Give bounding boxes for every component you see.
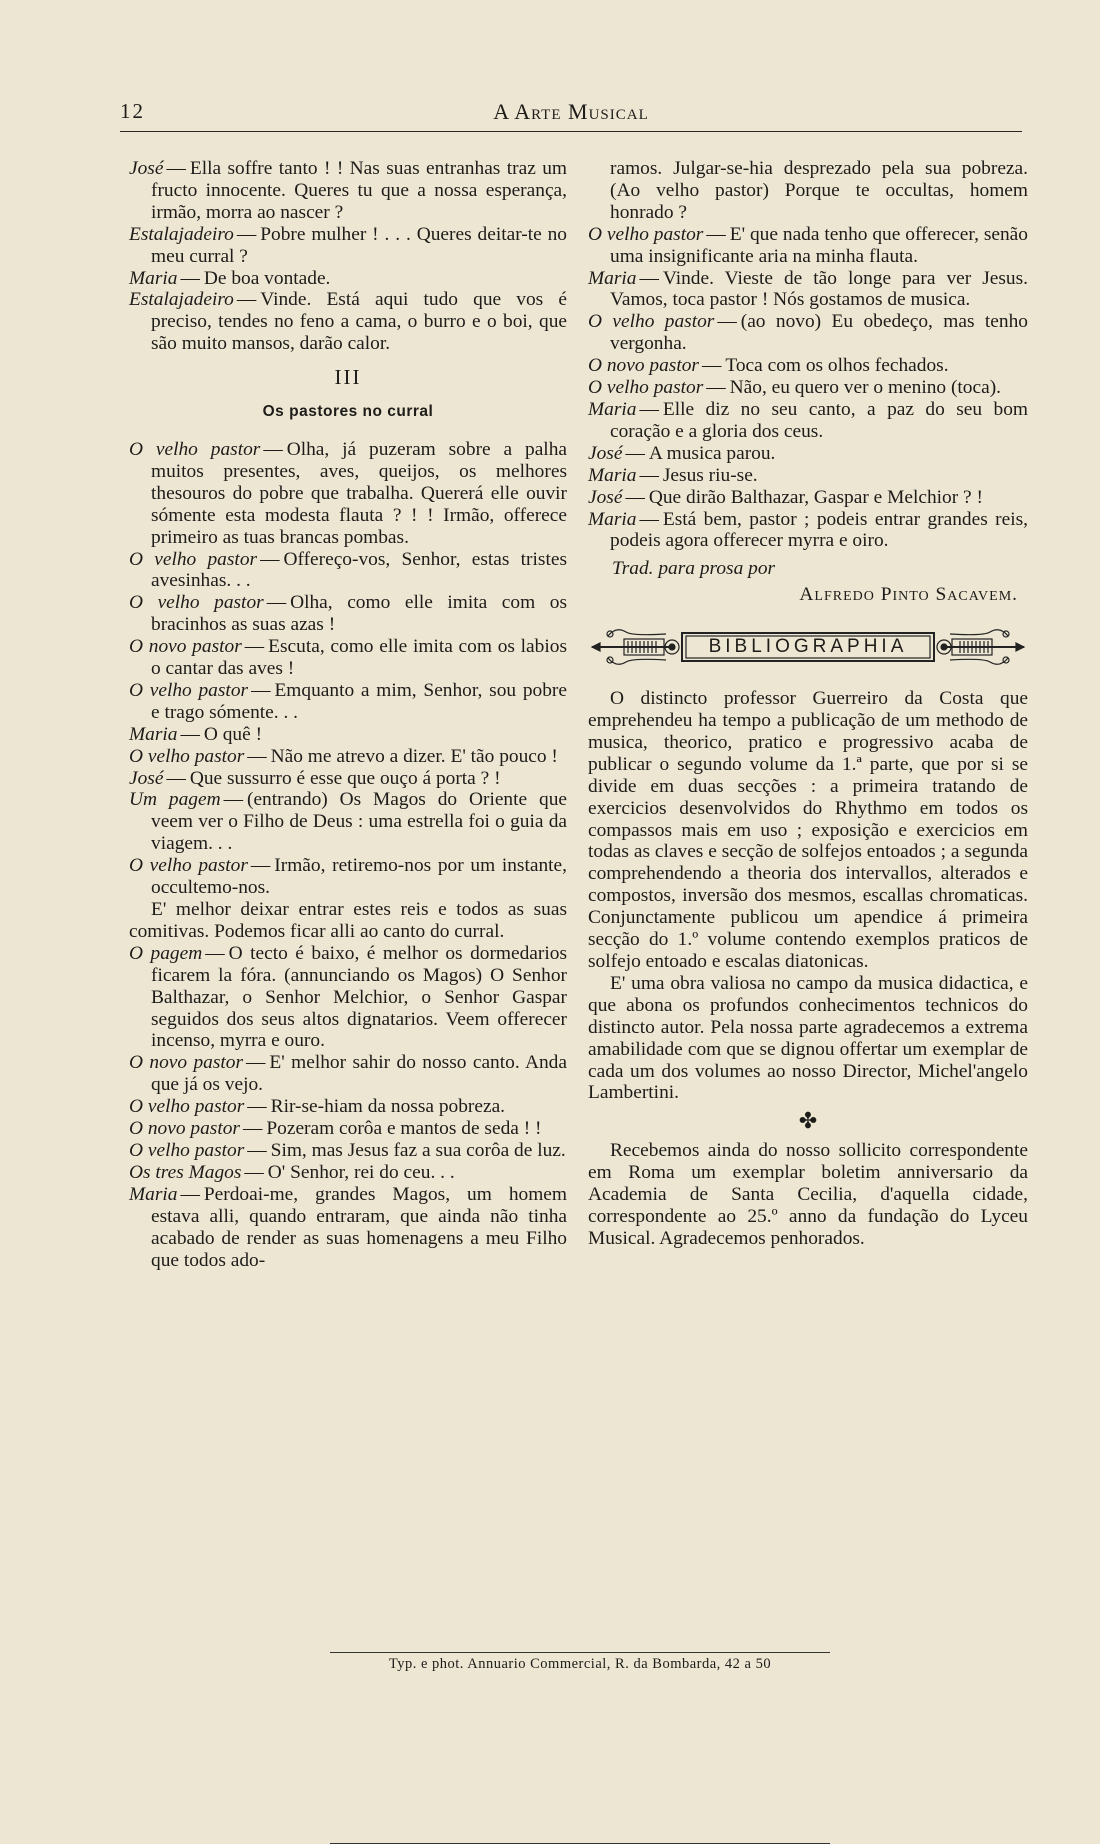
footer-rule-visible [330,1652,830,1653]
speech: E' que nada tenho que offerecer, senão uma insignificante aria na minha flauta. [610,223,1028,267]
speech: O' Senhor, rei do ceu. . . [267,1161,455,1183]
speaker: Maria [588,267,637,289]
speech: Vinde. Vieste de tão longe para ver Jesus. Vamos, toca pastor ! Nós gostamos de musica. [610,267,1028,311]
speaker: Maria [588,464,637,486]
speaker: Um pagem [129,789,221,811]
speech: De boa vontade. [203,267,331,289]
speech: Que dirão Balthazar, Gaspar e Melchior ? ! [648,486,983,508]
speech: Está bem, pastor ; podeis entrar grandes reis, podeis agora offerecer myrra e oiro. [610,508,1028,552]
dialogue-line: José — Que dirão Balthazar, Gaspar e Melchior ? ! [588,486,983,508]
speech: Pozeram corôa e mantos de seda ! ! [266,1118,542,1140]
speaker: Os tres Magos [129,1161,242,1183]
speaker: O velho pastor [129,592,264,614]
speech: Escuta, como elle imita com os labios o cantar das aves ! [151,636,567,680]
dialogue-line: O velho pastor — Olha, já puzeram sobre a palha muitos presentes, aves, queijos, os melhores thesouros do pobre que trabalha. Quererá elle ouvir sómente esta modesta flauta ? ! ! Irmão, offerece primeiro as tuas brancas pombas. [129,438,567,548]
speech: E' melhor sahir do nosso canto. Anda que já os vejo. [151,1052,567,1096]
speaker: O novo pastor [129,1118,240,1140]
dialogue-line: O novo pastor — Escuta, como elle imita com os labios o cantar das aves ! [129,636,567,680]
speaker: O velho pastor [129,1096,245,1118]
paragraph: E' uma obra valiosa no campo da musica didactica, e que abona os profundos conhecimentos technicos do distincto autor. Pela nossa parte agradecemos a extrema amabilidade com que se dignou offertar um exemplar de cada um dos volumes ao nosso Director, Michel'angelo Lambertini. [588,972,1028,1104]
dialogue-line: Estalajadeiro — Vinde. Está aqui tudo que vos é preciso, tendes no feno a cama, o burro e o boi, que são muito mansos, darão calor. [129,289,567,355]
dialogue-line: O novo pastor — Pozeram corôa e mantos de seda ! ! [129,1118,542,1140]
dialogue-line: Maria — Vinde. Vieste de tão longe para ver Jesus. Vamos, toca pastor ! Nós gostamos de musica. [588,267,1028,311]
speaker: O velho pastor [129,679,249,701]
speaker: O novo pastor [588,355,699,377]
dialogue-line: Maria — Elle diz no seu canto, a paz do seu bom coração e a gloria dos ceus. [588,398,1028,442]
right-column [588,158,1028,1250]
speech: Irmão, retiremo-nos por um instante, occultemo-nos. [151,855,567,899]
speaker: José [588,442,623,464]
dialogue-line: Um pagem — (entrando) Os Magos do Oriente que veem ver o Filho de Deus : uma estrella foi o guia da viagem. . . [129,789,567,855]
dialogue-line: O velho pastor — Offereço-vos, Senhor, estas tristes avesinhas. . . [129,548,567,592]
speech: Offereço-vos, Senhor, estas tristes avesinhas. . . [151,548,567,592]
speaker: Estalajadeiro [129,223,234,245]
dialogue-line: O velho pastor — Emquanto a mim, Senhor, sou pobre e trago sómente. . . [129,679,567,723]
dialogue-line: José — Ella soffre tanto ! ! Nas suas entranhas traz um fructo innocente. Queres tu que a nossa esperança, irmão, morra ao nascer ? [129,158,567,223]
paragraph: O distincto professor Guerreiro da Costa que emprehendeu ha tempo a publicação de um methodo de musica, theorico, pratico e progressivo acaba de publicar o segundo volume da 1.ª parte, que por si se divide em duas secções : a primeira tratando de exercicios desenvolvidos do Rhythmo em todos os compassos mais em uso ; exposição e exercicios em todas as claves e secção de solfejos entoados ; a segunda comprehendendo a theoria dos intervallos, alterados e compostos, inversão dos mesmos, escallas chromaticas. Conjunctamente publicou um apendice á primeira secção do 1.º volume contendo exemplos praticos de solfejo entoado e escalas diatonicas. [588,688,1028,972]
speech: Sim, mas Jesus faz a sua corôa de luz. [270,1139,566,1161]
running-header [120,95,1022,132]
speech: Emquanto a mim, Senhor, sou pobre e trago sómente. . . [151,679,567,723]
speech: Elle diz no seu canto, a paz do seu bom coração e a gloria dos ceus. [610,398,1028,442]
dialogue-line: O novo pastor — Toca com os olhos fechados. [588,355,949,377]
section-heading-bibliographia: BIBLIOGRAPHIA [708,636,908,658]
speech: Não, eu quero ver o menino (toca). [729,377,1002,399]
dialogue-line: O novo pastor — E' melhor sahir do nosso canto. Anda que já os vejo. [129,1052,567,1096]
dialogue-line: O velho pastor — Não, eu quero ver o menino (toca). [588,377,1002,399]
dialogue-line: Estalajadeiro — Pobre mulher ! . . . Queres deitar-te no meu curral ? [129,223,567,267]
speaker: José [129,158,164,179]
speaker: José [129,767,164,789]
dialogue-line: O pagem — O tecto é baixo, é melhor os dormedarios ficarem la fóra. (annunciando os Magos) O Senhor Balthazar, o Senhor Melchior, o Senhor Gaspar seguidos dos seus altos dignatarios. Veem offerecer incenso, myrra e ouro. [129,942,567,1052]
paragraph: Recebemos ainda do nosso sollicito correspondente em Roma um exemplar boletim anniversario da Academia de Santa Cecilia, d'aquella cidade, correspondente ao 25.º anno da fundação do Lyceu Musical. Agradecemos penhorados. [588,1140,1028,1249]
dialogue-line: O velho pastor — (ao novo) Eu obedeço, mas tenho vergonha. [588,311,1028,355]
bibliographia-banner [588,622,1028,672]
dialogue-line: Maria — Perdoai-me, grandes Magos, um homem estava alli, quando entraram, que ainda não tinha acabado de render as suas homenagens a meu Filho que todos ado- [129,1183,567,1271]
page-number: 12 [120,99,145,123]
speech: Que sussurro é esse que ouço á porta ? ! [189,767,501,789]
speaker: Maria [588,508,637,530]
speech: Jesus riu-se. [662,464,758,486]
speaker: O velho pastor [588,223,704,245]
speech: O quê ! [203,723,263,745]
left-column [129,158,567,1271]
speaker: O novo pastor [129,1052,244,1074]
translator-signature: Alfredo Pinto Sacavem. [799,584,1018,606]
speaker: José [588,486,623,508]
journal-title: A Arte Musical [493,99,649,124]
dialogue-line: O velho pastor — Não me atrevo a dizer. E' tão pouco ! [129,745,558,767]
speaker: O velho pastor [129,855,248,877]
fleuron-icon: ✤ [798,1108,818,1134]
dialogue-line: José — Que sussurro é esse que ouço á porta ? ! [129,767,501,789]
speaker: O novo pastor [129,636,242,658]
dialogue-line: José — A musica parou. [588,442,776,464]
paragraph-continuation: ramos. Julgar-se-hia desprezado pela sua pobreza. (Ao velho pastor) Porque te occultas, homem honrado ? [610,158,1028,223]
dialogue-line: Maria — O quê ! [129,723,263,745]
speech: A musica parou. [648,442,776,464]
speaker: O velho pastor [588,311,715,333]
speech: Pobre mulher ! . . . Queres deitar-te no meu curral ? [151,223,567,267]
speaker: Maria [588,398,637,420]
paragraph: E' melhor deixar entrar estes reis e todos as suas comitivas. Podemos ficar alli ao canto do curral. [129,899,567,942]
printer-imprint: Typ. e phot. Annuario Commercial, R. da Bombarda, 42 a 50 [388,1656,772,1672]
speaker: O velho pastor [129,548,258,570]
dialogue-line: O velho pastor — Olha, como elle imita com os bracinhos as suas azas ! [129,592,567,636]
speaker: Maria [129,723,178,745]
speaker: O velho pastor [129,745,245,767]
speech: Rir-se-hiam da nossa pobreza. [270,1096,506,1118]
dialogue-line: O velho pastor — Rir-se-hiam da nossa pobreza. [129,1096,506,1118]
dialogue-line: Os tres Magos — O' Senhor, rei do ceu. . . [129,1161,455,1183]
dialogue-line: Maria — De boa vontade. [129,267,331,289]
speech: (ao novo) Eu obedeço, mas tenho vergonha. [610,311,1028,355]
speech: Perdoai-me, grandes Magos, um homem estava alli, quando entraram, que ainda não tinha acabado de render as suas homenagens a meu Filho que todos ado- [151,1183,567,1271]
speaker: Maria [129,1183,178,1205]
speech: Não me atrevo a dizer. E' tão pouco ! [270,745,558,767]
speech: Ella soffre tanto ! ! Nas suas entranhas traz um fructo innocente. Queres tu que a nossa esperança, irmão, morra ao nascer ? [151,158,567,223]
speaker: O velho pastor [129,438,261,460]
speech: Vinde. Está aqui tudo que vos é preciso, tendes no feno a cama, o burro e o boi, que são muito mansos, darão calor. [151,289,567,355]
dialogue-line: Maria — Está bem, pastor ; podeis entrar grandes reis, podeis agora offerecer myrra e oiro. [588,508,1028,552]
dialogue-line: O velho pastor — E' que nada tenho que offerecer, senão uma insignificante aria na minha flauta. [588,223,1028,267]
dialogue-line: O velho pastor — Irmão, retiremo-nos por um instante, occultemo-nos. [129,855,567,899]
speech: Olha, já puzeram sobre a palha muitos presentes, aves, queijos, os melhores thesouros do pobre que trabalha. Quererá elle ouvir sómente esta modesta flauta ? ! ! Irmão, offerece primeiro as tuas brancas pombas. [151,438,567,548]
dialogue-line: Maria — Jesus riu-se. [588,464,758,486]
speaker: O pagem [129,942,203,964]
speaker: O velho pastor [588,377,704,399]
speech: Olha, como elle imita com os bracinhos as suas azas ! [151,592,567,636]
section-number: III [334,365,362,390]
speaker: Estalajadeiro [129,289,234,311]
speech: (entrando) Os Magos do Oriente que veem ver o Filho de Deus : uma estrella foi o guia da viagem. . . [151,789,567,855]
speech: Toca com os olhos fechados. [725,355,949,377]
dialogue-line: O velho pastor — Sim, mas Jesus faz a sua corôa de luz. [129,1139,566,1161]
speaker: O velho pastor [129,1139,245,1161]
speaker: Maria [129,267,178,289]
section-title: Os pastores no curral [262,403,434,421]
speech: O tecto é baixo, é melhor os dormedarios ficarem la fóra. (annunciando os Magos) O Senhor Balthazar, o Senhor Melchior, o Senhor Gaspar seguidos dos seus altos dignatarios. Veem offerecer incenso, myrra e ouro. [151,942,567,1052]
translation-note: Trad. para prosa por [612,558,776,580]
